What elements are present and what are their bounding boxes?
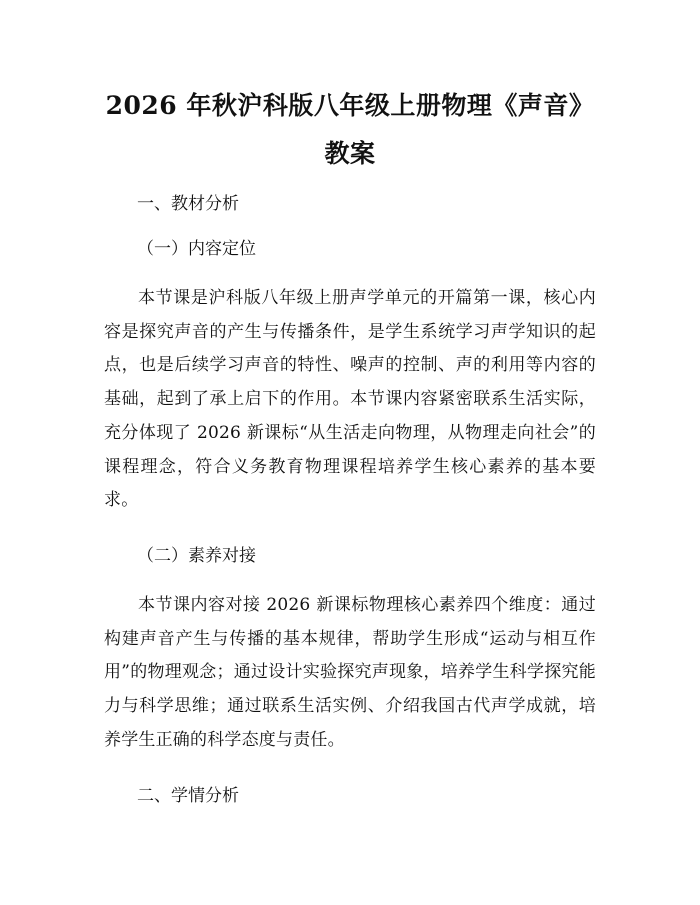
paragraph-literacy-alignment: 本节课内容对接 2026 新课标物理核心素养四个维度：通过构建声音产生与传播的基本规律，帮助学生形成“运动与相互作用”的物理观念；通过设计实验探究声现象，培养学生科学探究能力与科学思维；通过联系生活实例、介绍我国古代声学成就，培养学生正确的科学态度与责任。 — [104, 595, 596, 750]
subsection-heading-content-positioning: （一）内容定位 — [137, 239, 256, 259]
document-title: 2026 年秋沪科版八年级上册物理《声音》教案 — [105, 91, 595, 168]
section-heading-student-analysis: 二、学情分析 — [137, 786, 239, 806]
subsection-heading-literacy-alignment: （二）素养对接 — [137, 546, 256, 566]
section-heading-textbook-analysis: 一、教材分析 — [137, 194, 239, 214]
paragraph-content-positioning: 本节课是沪科版八年级上册声学单元的开篇第一课，核心内容是探究声音的产生与传播条件，是学生系统学习声学知识的起点，也是后续学习声音的特性、噪声的控制、声的利用等内容的基础，起到了承上启下的作用。本节课内容紧密联系生活实际，充分体现了 2026 新课标“从生活走向物理，从物理走向社会”的课程理念，符合义务教育物理课程培养学生核心素养的基本要求。 — [104, 288, 596, 511]
